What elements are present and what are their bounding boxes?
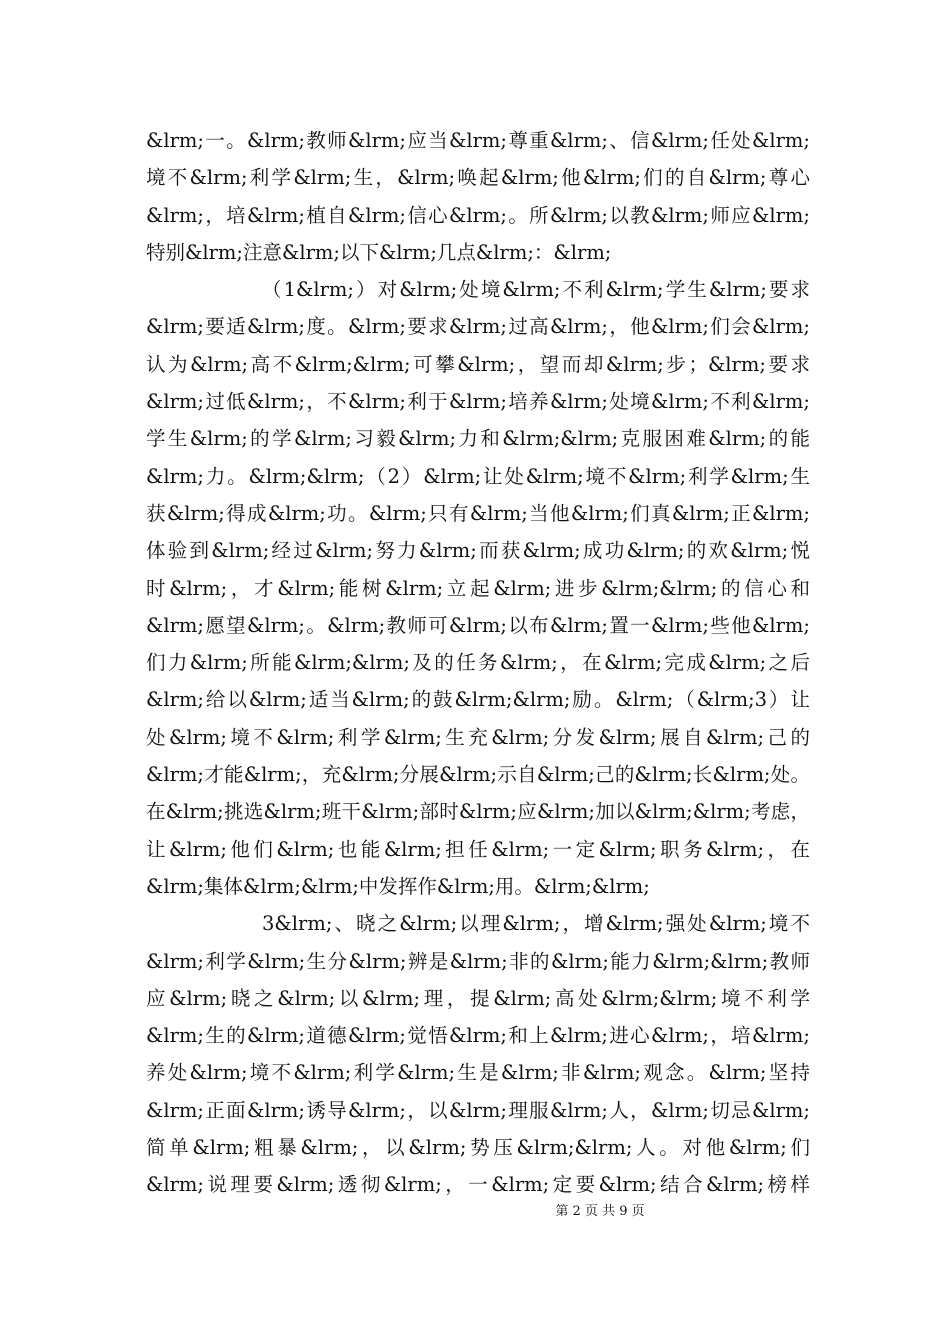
text-line: &lrm;说理要&lrm;透彻&lrm;，一&lrm;定要&lrm;结合&lrm;榜样	[146, 1173, 810, 1197]
text-line: &lrm;愿望&lrm;。&lrm;教师可&lrm;以布&lrm;置一&lrm;些他&lrm;	[146, 613, 810, 637]
text-line: 学生&lrm;的学&lrm;习毅&lrm;力和&lrm;&lrm;克服困难&lrm;的能	[146, 427, 810, 451]
text-line: 时&lrm;，才&lrm;能树&lrm;立起&lrm;进步&lrm;&lrm;的信心和	[146, 576, 810, 600]
body-text	[146, 122, 810, 1204]
text-line: 认为&lrm;高不&lrm;&lrm;可攀&lrm;，望而却&lrm;步；&lrm;要求	[146, 352, 810, 376]
text-line: 应&lrm;晓之&lrm;以&lrm;理，提&lrm;高处&lrm;&lrm;境不利学	[146, 986, 810, 1010]
text-line: &lrm;给以&lrm;适当&lrm;的鼓&lrm;&lrm;励。&lrm;（&lrm;3）让	[146, 688, 810, 712]
text-line: &lrm;才能&lrm;，充&lrm;分展&lrm;示自&lrm;己的&lrm;长&lrm;处。	[146, 763, 810, 787]
text-line: 体验到&lrm;经过&lrm;努力&lrm;而获&lrm;成功&lrm;的欢&lrm;悦	[146, 539, 810, 563]
text-line: &lrm;力。&lrm;&lrm;（2）&lrm;让处&lrm;境不&lrm;利学&lrm;生	[146, 464, 810, 488]
text-line: 3&lrm;、晓之&lrm;以理&lrm;，增&lrm;强处&lrm;境不	[262, 912, 810, 936]
text-line: &lrm;一。&lrm;教师&lrm;应当&lrm;尊重&lrm;、信&lrm;任处&lrm;	[146, 129, 810, 152]
text-line: 处&lrm;境不&lrm;利学&lrm;生充&lrm;分发&lrm;展自&lrm;己的	[146, 725, 810, 749]
text-line: &lrm;正面&lrm;诱导&lrm;，以&lrm;理服&lrm;人，&lrm;切忌&lrm;	[146, 1098, 810, 1122]
page-footer	[0, 1203, 950, 1221]
text-line: 们力&lrm;所能&lrm;&lrm;及的任务&lrm;，在&lrm;完成&lrm;之后	[146, 651, 810, 675]
page-number: 第 2 页 共 9 页	[555, 1204, 645, 1219]
text-line: 简单&lrm;粗暴&lrm;，以&lrm;势压&lrm;&lrm;人。对他&lrm;们	[146, 1136, 810, 1160]
text-line: （1&lrm;）对&lrm;处境&lrm;不利&lrm;学生&lrm;要求	[262, 278, 810, 302]
text-line: 境不&lrm;利学&lrm;生，&lrm;唤起&lrm;他&lrm;们的自&lrm;尊心	[146, 166, 810, 190]
text-line: &lrm;，培&lrm;植自&lrm;信心&lrm;。所&lrm;以教&lrm;师应&lrm;	[146, 203, 810, 227]
text-line: &lrm;集体&lrm;&lrm;中发挥作&lrm;用。&lrm;&lrm;	[146, 874, 650, 898]
text-line: 在&lrm;挑选&lrm;班干&lrm;部时&lrm;应&lrm;加以&lrm;&lrm;考虑，	[146, 800, 810, 824]
text-line: 养处&lrm;境不&lrm;利学&lrm;生是&lrm;非&lrm;观念。&lrm;坚持	[146, 1061, 810, 1085]
text-line: &lrm;利学&lrm;生分&lrm;辨是&lrm;非的&lrm;能力&lrm;&lrm;教师	[146, 949, 810, 973]
text-line: &lrm;生的&lrm;道德&lrm;觉悟&lrm;和上&lrm;进心&lrm;，培&lrm;	[146, 1024, 810, 1048]
text-line: 特别&lrm;注意&lrm;以下&lrm;几点&lrm;：&lrm;	[146, 240, 612, 264]
text-line: &lrm;过低&lrm;，不&lrm;利于&lrm;培养&lrm;处境&lrm;不利&lrm;	[146, 390, 810, 414]
text-line: &lrm;要适&lrm;度。&lrm;要求&lrm;过高&lrm;，他&lrm;们会&lrm;	[146, 315, 810, 339]
text-line: 获&lrm;得成&lrm;功。&lrm;只有&lrm;当他&lrm;们真&lrm;正&lrm;	[146, 501, 810, 525]
text-line: 让&lrm;他们&lrm;也能&lrm;担任&lrm;一定&lrm;职务&lrm;，在	[146, 837, 810, 861]
